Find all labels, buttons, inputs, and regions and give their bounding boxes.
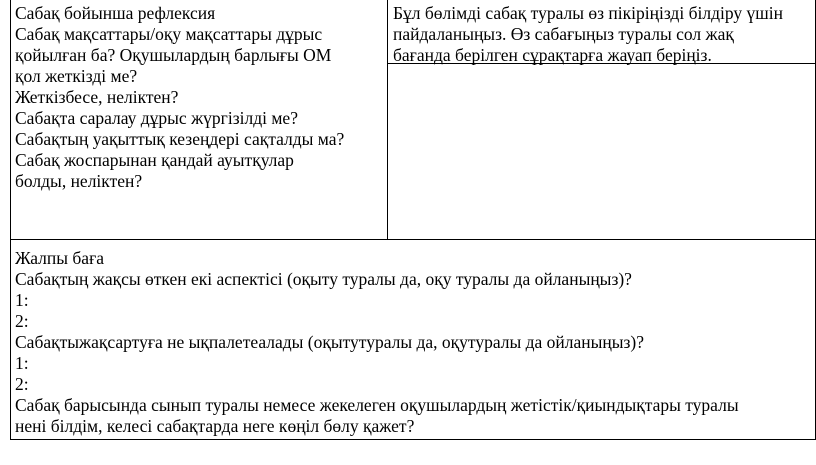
reflection-row xyxy=(11,0,815,240)
answer-slot-1: 1: xyxy=(15,353,29,373)
question-line: Сабақтың уақыттық кезеңдері сақталды ма? xyxy=(15,129,345,149)
question-line: Сабақ мақсаттары/оқу мақсаттары дұрыс xyxy=(15,24,323,44)
summary-question: Сабақтың жақсы өткен екі аспектісі (оқыту туралы да, оқу туралы да ойланыңыз)? xyxy=(15,269,632,289)
reflection-answer-column xyxy=(388,0,815,239)
instruction-cell xyxy=(388,0,815,64)
summary-question: Сабақтыжақсартуға не ықпалетеалады (оқытутуралы да, оқутуралы да ойланыңыз)? xyxy=(15,332,645,352)
summary-heading: Жалпы баға xyxy=(15,248,105,268)
instruction-line: бағанда берілген сұрақтарға жауап беріңіз. xyxy=(393,45,712,65)
reflection-heading: Сабақ бойынша рефлексия xyxy=(15,3,216,23)
summary-cell xyxy=(11,240,815,439)
reflection-questions-cell xyxy=(11,0,388,239)
question-line: қойылған ба? Оқушылардың барлығы ОМ xyxy=(15,45,332,65)
answer-slot-1: 1: xyxy=(15,290,29,310)
question-line: Сабақта саралау дұрыс жүргізілді ме? xyxy=(15,108,298,128)
answer-slot-2: 2: xyxy=(15,311,29,331)
instruction-line: Бұл бөлімді сабақ туралы өз пікіріңізді білдіру үшін xyxy=(393,3,783,23)
summary-question: Сабақ барысында сынып туралы немесе жекелеген оқушылардың жетістік/қиындықтары туралы xyxy=(15,395,739,415)
answer-slot-2: 2: xyxy=(15,374,29,394)
summary-question: нені білдім, келесі сабақтарда неге көңіл бөлу қажет? xyxy=(15,416,415,436)
reflection-table xyxy=(10,0,816,440)
instruction-line: пайдаланыңыз. Өз сабағыңыз туралы сол жақ xyxy=(393,24,734,44)
question-line: қол жеткізді ме? xyxy=(15,66,138,86)
question-line: Жеткізбесе, неліктен? xyxy=(15,87,179,107)
question-line: болды, неліктен? xyxy=(15,171,143,191)
question-line: Сабақ жоспарынан қандай ауытқулар xyxy=(15,150,294,170)
